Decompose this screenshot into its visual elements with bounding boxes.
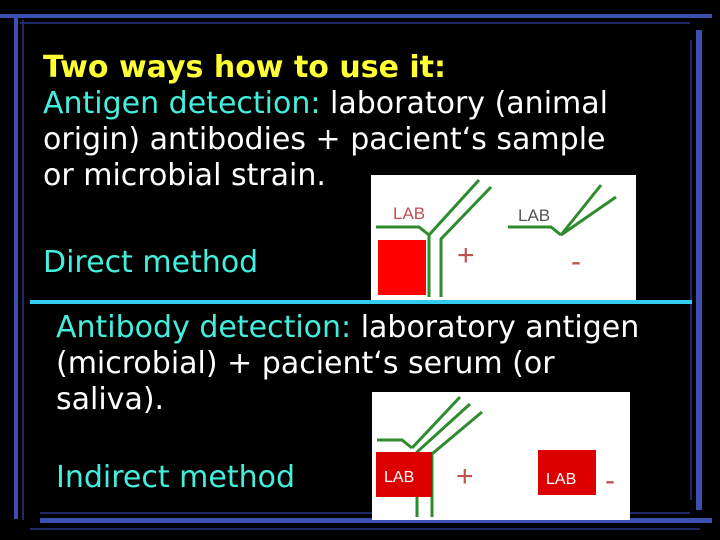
antigen-line2: origin) antibodies + pacient‘s sample xyxy=(43,122,606,157)
antigen-red-square xyxy=(378,240,426,295)
minus-sign: - xyxy=(571,245,581,278)
indirect-method-svg xyxy=(372,392,630,520)
frame-top-line-inner xyxy=(20,22,690,24)
lab-label-left: LAB xyxy=(393,204,426,223)
antigen-text1: laboratory (animal xyxy=(320,86,608,121)
frame-right-line-inner xyxy=(690,40,692,500)
slide-heading: Two ways how to use it: xyxy=(43,50,446,85)
antigen-line3: or microbial strain. xyxy=(43,158,326,193)
antibody-line1 xyxy=(56,310,676,346)
frame-right-line xyxy=(696,30,702,510)
minus-sign-indirect: - xyxy=(605,464,615,497)
antibody-upper-arm-1 xyxy=(377,440,412,448)
direct-method-svg xyxy=(371,175,636,300)
direct-method-label: Direct method xyxy=(43,245,259,280)
antibody-upper-arm-2 xyxy=(412,397,460,448)
antibody-label: Antibody detection: xyxy=(56,310,352,345)
lab-label-indirect-left: LAB xyxy=(384,469,415,486)
frame-top-line xyxy=(0,14,712,18)
frame-left-line-inner xyxy=(22,20,24,520)
direct-method-diagram xyxy=(371,175,636,300)
antigen-label: Antigen detection: xyxy=(43,86,321,121)
lab-label-indirect-right: LAB xyxy=(546,471,577,488)
frame-bottom-line-outer xyxy=(30,528,700,530)
section-divider xyxy=(30,300,692,304)
plus-sign-indirect: + xyxy=(456,460,474,493)
antibody-line3: saliva). xyxy=(56,382,165,417)
antigen-line1 xyxy=(43,86,643,122)
antibody-right-arm-1 xyxy=(508,227,561,235)
plus-sign: + xyxy=(457,239,475,272)
lab-label-right: LAB xyxy=(518,206,551,225)
indirect-method-label: Indirect method xyxy=(56,460,296,495)
frame-left-line xyxy=(14,14,18,519)
antibody-line2: (microbial) + pacient‘s serum (or xyxy=(56,346,555,381)
section1-text xyxy=(43,50,643,194)
indirect-method-diagram xyxy=(372,392,630,520)
antibody-text1: laboratory antigen xyxy=(351,310,640,345)
